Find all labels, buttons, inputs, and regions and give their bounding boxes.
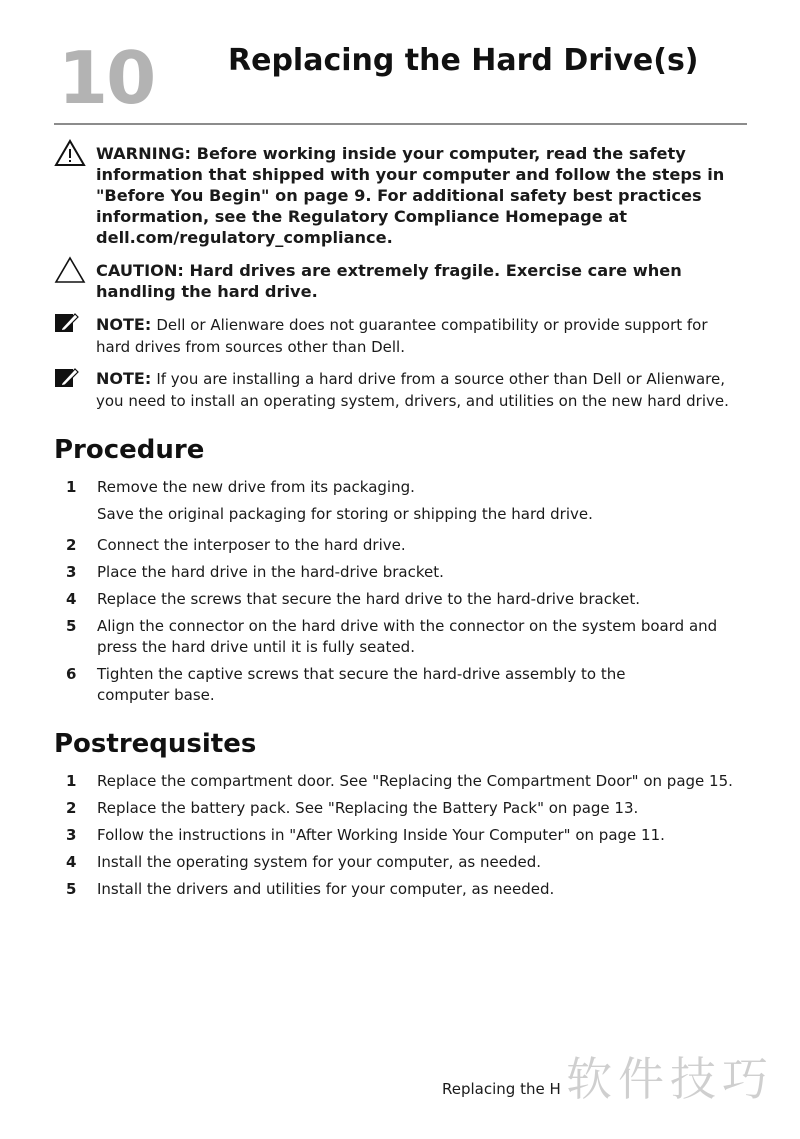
caution-text: Hard drives are extremely fragile. Exercise care when handling the hard drive. [96,261,682,301]
note-notice [96,314,746,358]
postrequisites-heading: Postrequsites [54,729,257,759]
caution-icon [54,256,86,284]
step-text: Install the operating system for your computer, as needed. [97,853,541,871]
step-text: Replace the screws that secure the hard drive to the hard-drive bracket. [97,590,640,608]
note-notice [96,368,746,412]
note-icon [54,366,80,390]
note-icon [54,311,80,335]
page-title: Replacing the Hard Drive(s) [228,43,699,78]
step-number: 6 [66,665,77,683]
note-label: NOTE: [96,315,152,334]
note-text: If you are installing a hard drive from a source other than Dell or Alienware, you need to install an operating system, drivers, and utilities on the new hard drive. [96,370,729,410]
step-text: Connect the interposer to the hard drive. [97,536,406,554]
step-number: 3 [66,826,77,844]
step-text: Replace the battery pack. See "Replacing the Battery Pack" on page 13. [97,799,639,817]
warning-notice [96,143,746,248]
step-number: 5 [66,880,77,898]
list-item [54,477,754,525]
list-item [54,798,754,819]
step-subtext: Save the original packaging for storing or shipping the hard drive. [97,505,593,523]
step-number: 5 [66,617,77,635]
step-number: 2 [66,536,77,554]
postrequisites-steps [54,771,754,900]
list-item [54,879,754,900]
list-item [54,535,754,556]
step-number: 2 [66,799,77,817]
step-text: Remove the new drive from its packaging. [97,478,415,496]
warning-text: Before working inside your computer, read the safety information that shipped with your computer and follow the steps in "Before You Begin" on page 9. For additional safety best practices information, see the Regulatory Compliance Homepage at dell.com/regulatory_compliance. [96,144,725,247]
step-text: Tighten the captive screws that secure the hard-drive assembly to the computer base. [97,665,626,704]
watermark: 软件技巧 [566,1052,774,1106]
list-item [54,825,754,846]
step-text: Install the drivers and utilities for your computer, as needed. [97,880,555,898]
list-item [54,589,754,610]
list-item [54,562,754,583]
step-number: 1 [66,772,77,790]
step-number: 4 [66,590,77,608]
step-text: Follow the instructions in "After Working Inside Your Computer" on page 11. [97,826,665,844]
procedure-heading: Procedure [54,435,205,465]
caution-notice [96,260,746,302]
title-divider [54,123,747,125]
list-item [54,616,737,658]
page-footer: Replacing the H [442,1080,561,1098]
step-text: Place the hard drive in the hard-drive bracket. [97,563,444,581]
warning-label: WARNING: [96,144,191,163]
warning-icon [54,139,86,167]
note-label: NOTE: [96,369,152,388]
list-item [54,664,627,706]
chapter-number: 10 [58,36,155,120]
note-text: Dell or Alienware does not guarantee compatibility or provide support for hard drives from sources other than Dell. [96,316,708,356]
list-item [54,852,754,873]
step-number: 1 [66,478,77,496]
step-number: 4 [66,853,77,871]
procedure-steps [54,477,754,706]
step-text: Align the connector on the hard drive with the connector on the system board and press the hard drive until it is fully seated. [97,617,718,656]
step-text: Replace the compartment door. See "Replacing the Compartment Door" on page 15. [97,772,733,790]
list-item [54,771,754,792]
caution-label: CAUTION: [96,261,184,280]
step-number: 3 [66,563,77,581]
